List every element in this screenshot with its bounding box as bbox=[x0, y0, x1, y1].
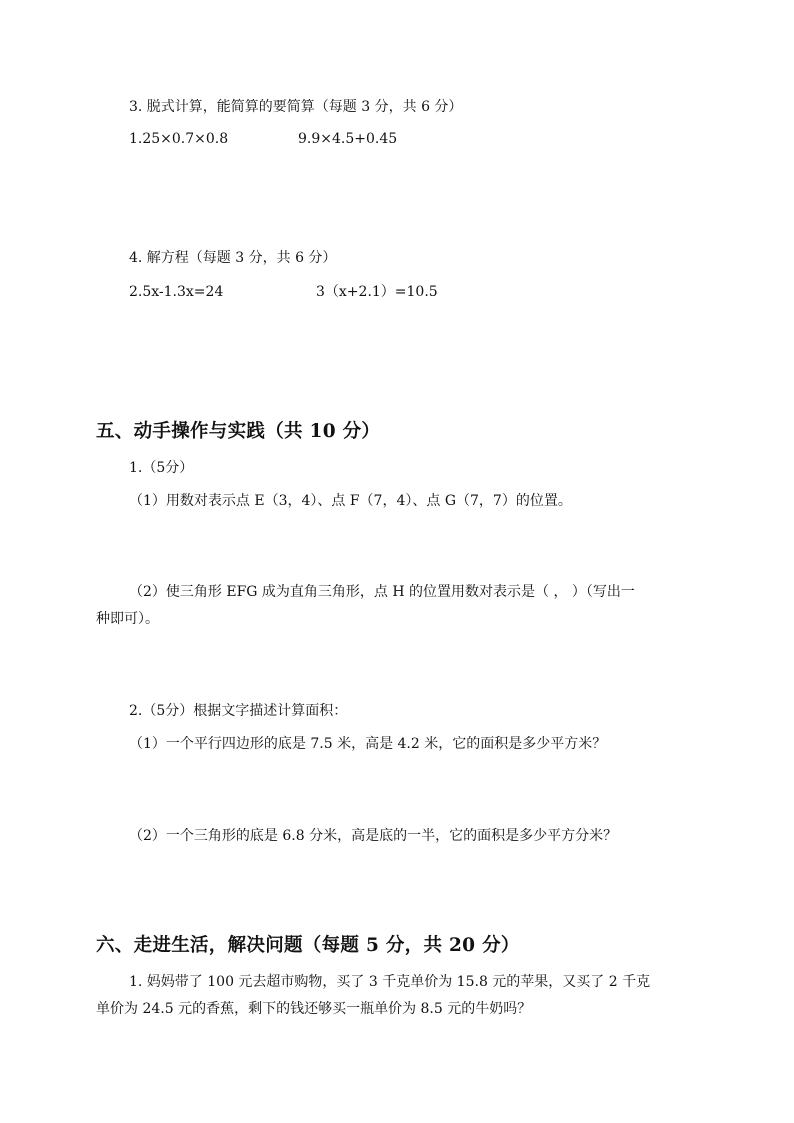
q3-expression-2: 9.9×4.5+0.45 bbox=[298, 131, 398, 147]
q3-expression-1: 1.25×0.7×0.8 bbox=[129, 131, 229, 147]
section5-problem1-part2-line1: （2）使三角形 EFG 成为直角三角形，点 H 的位置用数对表示是（ ， ）（写出一 bbox=[129, 584, 635, 600]
section5-problem1-label: 1.（5分） bbox=[129, 460, 194, 476]
section5-problem2-part2: （2）一个三角形的底是 6.8 分米，高是底的一半，它的面积是多少平方分米？ bbox=[129, 828, 618, 844]
section6-problem1-line1: 1. 妈妈带了 100 元去超市购物，买了 3 千克单价为 15.8 元的苹果，又买了 2 千克 bbox=[129, 974, 651, 990]
section5-problem2-label: 2.（5分）根据文字描述计算面积： bbox=[129, 703, 348, 719]
q4-equation-1: 2.5x-1.3x=24 bbox=[129, 284, 224, 300]
q4-title: 4. 解方程（每题 3 分，共 6 分） bbox=[129, 250, 337, 266]
section6-problem1-line2: 单价为 24.5 元的香蕉，剩下的钱还够买一瓶单价为 8.5 元的牛奶吗？ bbox=[96, 1001, 532, 1017]
section5-heading: 五、动手操作与实践（共 10 分） bbox=[96, 421, 381, 442]
q3-title: 3. 脱式计算，能简算的要简算（每题 3 分，共 6 分） bbox=[129, 99, 463, 115]
section5-problem1-part1: （1）用数对表示点 E（3，4）、点 F（7，4）、点 G（7，7）的位置。 bbox=[129, 493, 572, 509]
section5-problem2-part1: （1）一个平行四边形的底是 7.5 米，高是 4.2 米，它的面积是多少平方米？ bbox=[129, 736, 607, 752]
q4-equation-2: 3（x+2.1）=10.5 bbox=[316, 284, 438, 300]
section5-problem1-part2-line2: 种即可）。 bbox=[96, 611, 159, 627]
section6-heading: 六、走进生活，解决问题（每题 5 分，共 20 分） bbox=[96, 935, 520, 956]
